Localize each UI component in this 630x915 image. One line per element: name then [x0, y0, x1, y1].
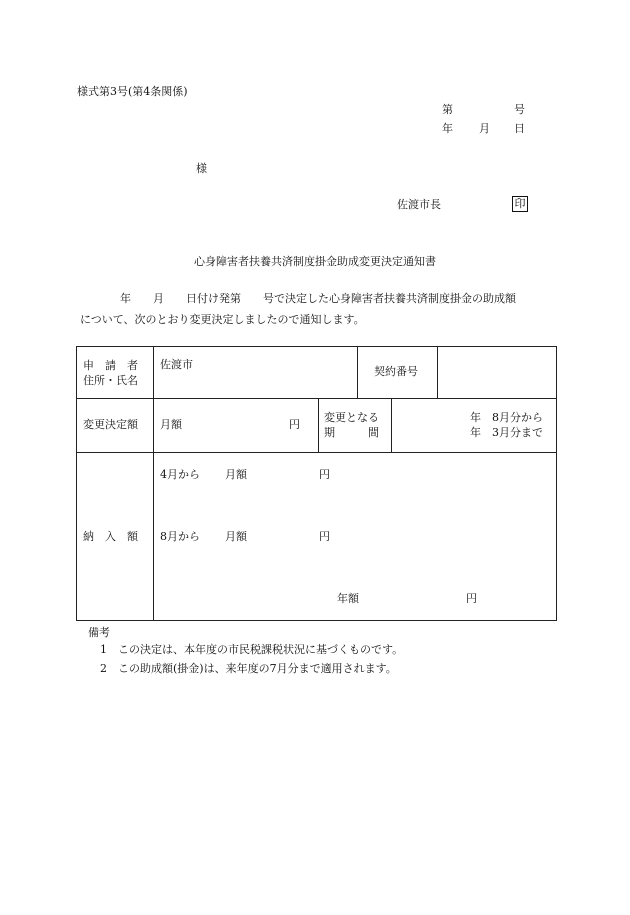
period-label-1: 変更となる [324, 411, 379, 424]
applicant-label-1: 申 請 者 [83, 359, 138, 372]
period-label-2: 期 間 [324, 426, 379, 439]
payment-row-yen: 円 [319, 468, 330, 481]
payment-row-from: 8月から [160, 530, 200, 543]
date-day: 日 [514, 122, 525, 135]
note-item: 2 この助成額(掛金)は、来年度の7月分まで適用されます。 [100, 662, 397, 675]
date-month: 月 [479, 122, 490, 135]
payment-row-monthly: 月額 [225, 530, 247, 543]
period-to: 年 3月分まで [470, 426, 543, 439]
doc-number-prefix: 第 [442, 103, 453, 116]
body-line-2: について、次のとおり変更決定しましたので通知します。 [80, 313, 365, 326]
payment-row-monthly: 月額 [225, 468, 247, 481]
form-number: 様式第3号(第4条関係) [77, 85, 188, 98]
document-title: 心身障害者扶養共済制度掛金助成変更決定通知書 [194, 255, 436, 268]
table-col-divider [153, 346, 154, 621]
table-col-divider [391, 398, 392, 453]
payment-row-from: 4月から [160, 468, 200, 481]
annual-yen: 円 [466, 592, 477, 605]
table-col-divider [437, 346, 438, 399]
table-row-divider [76, 398, 557, 399]
table-border [76, 346, 557, 621]
payment-label: 納 入 額 [83, 530, 138, 543]
table-col-divider [318, 398, 319, 453]
table-col-divider [357, 346, 358, 399]
period-from: 年 8月分から [470, 411, 543, 424]
table-row-divider [76, 452, 557, 453]
contract-label: 契約番号 [374, 365, 418, 378]
note-item: 1 この決定は、本年度の市民税課税状況に基づくものです。 [100, 643, 404, 656]
change-amount-label: 変更決定額 [83, 418, 138, 431]
recipient-suffix: 様 [196, 162, 207, 175]
seal-stamp: 印 [512, 196, 528, 212]
monthly-label: 月額 [160, 418, 182, 431]
monthly-yen: 円 [289, 418, 300, 431]
applicant-label-2: 住所・氏名 [83, 374, 138, 387]
applicant-city: 佐渡市 [160, 358, 193, 371]
doc-number-suffix: 号 [514, 103, 525, 116]
annual-label: 年額 [337, 592, 359, 605]
date-year: 年 [442, 122, 453, 135]
payment-row-yen: 円 [319, 530, 330, 543]
body-line-1: 年 月 日付け発第 号で決定した心身障害者扶養共済制度掛金の助成額 [120, 292, 516, 305]
notes-title: 備考 [88, 626, 110, 639]
sender-title: 佐渡市長 [397, 198, 441, 211]
